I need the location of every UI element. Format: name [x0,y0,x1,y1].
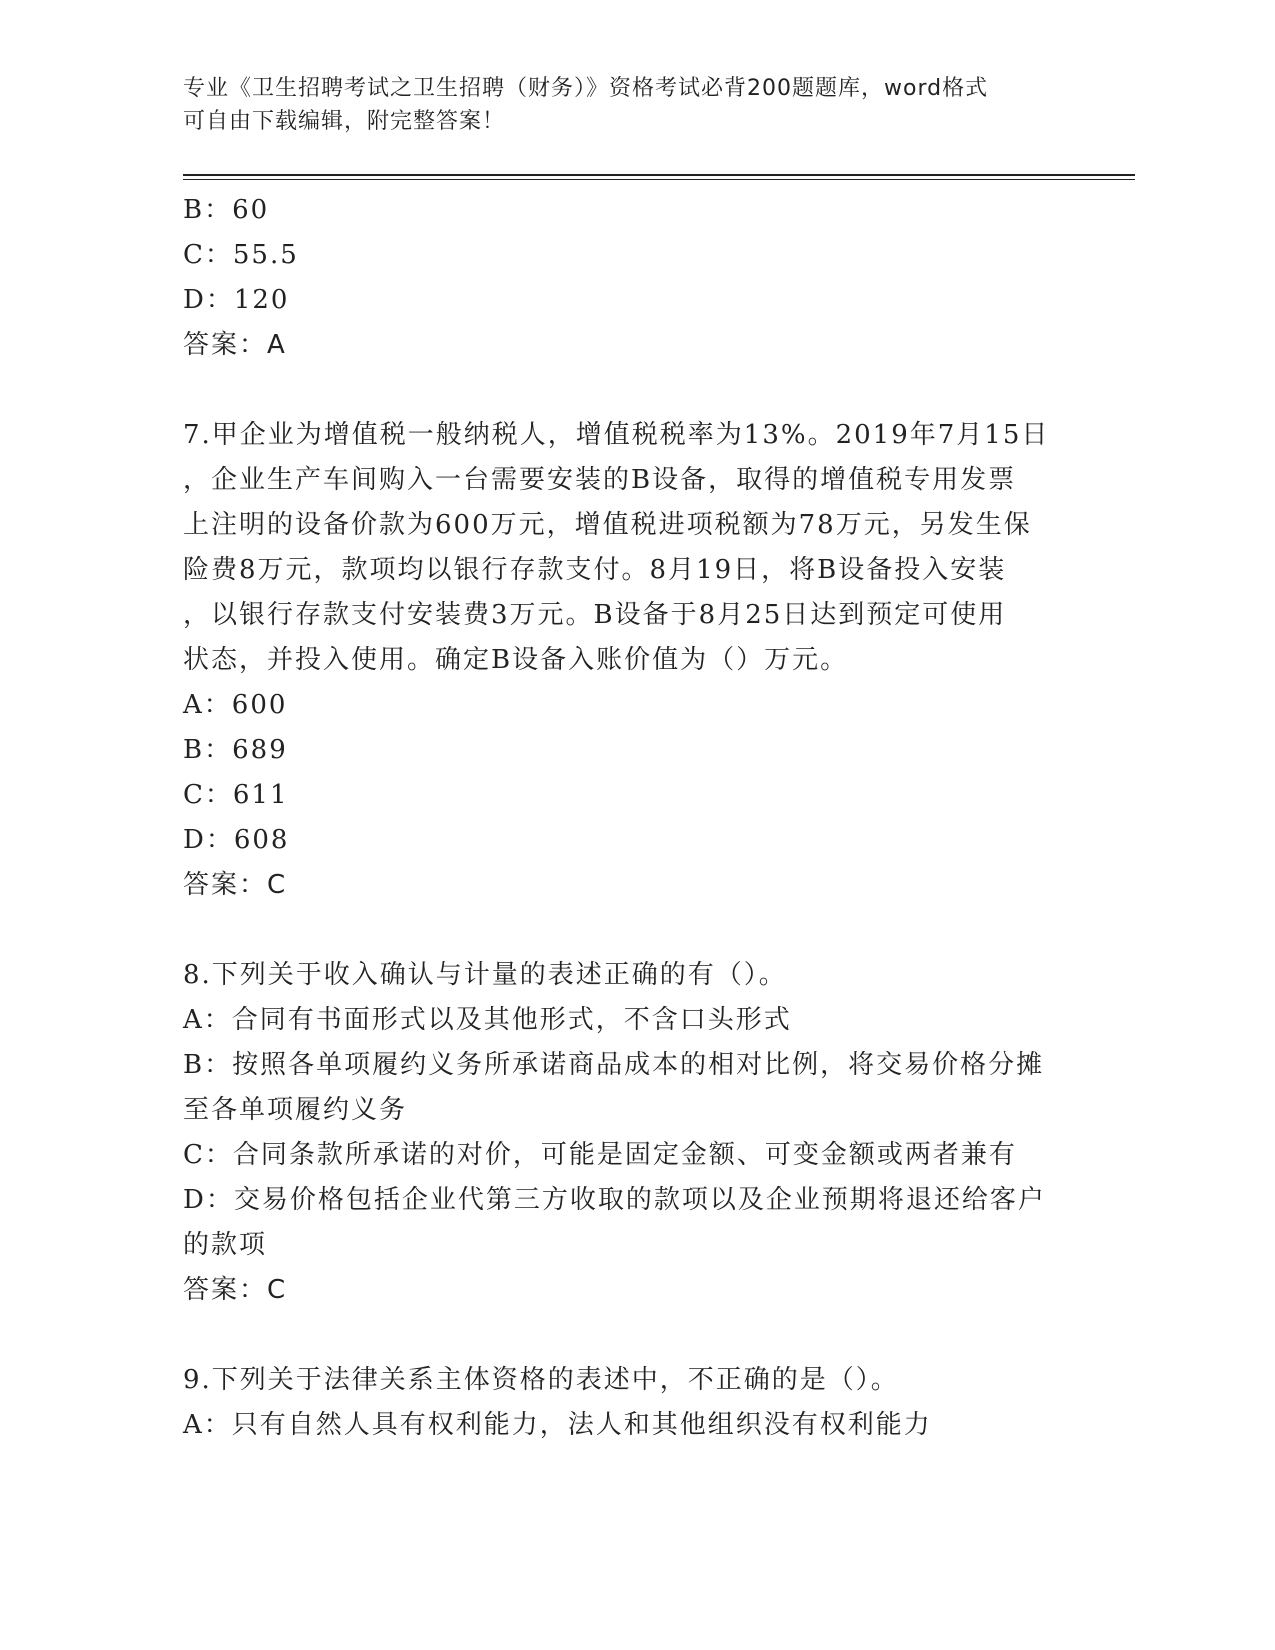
option-a: A：合同有书面形式以及其他形式，不含口头形式 [183,1005,792,1035]
spacer [183,368,1063,413]
question-7 [183,413,1063,908]
option-c: C：55.5 [183,240,299,270]
header-rule-thin [183,179,1135,180]
question-6-tail [183,188,1063,368]
option-c: C：611 [183,780,289,810]
question-stem-line: ，企业生产车间购入一台需要安装的B设备，取得的增值税专用发票 [183,465,1017,495]
header-line-1: 专业《卫生招聘考试之卫生招聘（财务）》资格考试必背200题题库，word格式 [183,76,989,101]
spacer [183,1313,1063,1358]
question-stem-line: 险费8万元，款项均以银行存款支付。8月19日，将B设备投入安装 [183,555,1007,585]
document-body [183,188,1063,1448]
answer-line: 答案：C [183,1275,288,1305]
question-9 [183,1358,1063,1448]
question-stem-line: ，以银行存款支付安装费3万元。B设备于8月25日达到预定可使用 [183,600,1007,630]
option-c: C：合同条款所承诺的对价，可能是固定金额、可变金额或两者兼有 [183,1140,1017,1170]
answer-line: 答案：C [183,870,288,900]
option-a: A：600 [183,690,288,720]
header-rule-thick [183,174,1135,176]
question-8 [183,953,1063,1313]
option-d-continued: 的款项 [183,1230,268,1260]
answer-line: 答案：A [183,330,287,360]
option-d: D：608 [183,825,290,855]
question-stem-line: 上注明的设备价款为600万元，增值税进项税额为78万元，另发生保 [183,510,1032,540]
question-stem-line: 7.甲企业为增值税一般纳税人，增值税税率为13%。2019年7月15日 [183,420,1050,450]
option-b: B：按照各单项履约义务所承诺商品成本的相对比例，将交易价格分摊 [183,1050,1045,1080]
option-a: A：只有自然人具有权利能力，法人和其他组织没有权利能力 [183,1410,932,1440]
option-b: B：60 [183,195,270,225]
option-b-continued: 至各单项履约义务 [183,1095,408,1125]
option-d: D：120 [183,285,290,315]
question-stem-line: 9.下列关于法律关系主体资格的表述中，不正确的是（）。 [183,1365,899,1395]
spacer [183,908,1063,953]
question-stem-line: 8.下列关于收入确认与计量的表述正确的有（）。 [183,960,787,990]
document-header [183,72,1063,138]
header-line-2: 可自由下载编辑，附完整答案！ [183,109,506,134]
question-stem-line: 状态，并投入使用。确定B设备入账价值为（）万元。 [183,645,849,675]
option-d: D：交易价格包括企业代第三方收取的款项以及企业预期将退还给客户 [183,1185,1046,1215]
option-b: B：689 [183,735,288,765]
